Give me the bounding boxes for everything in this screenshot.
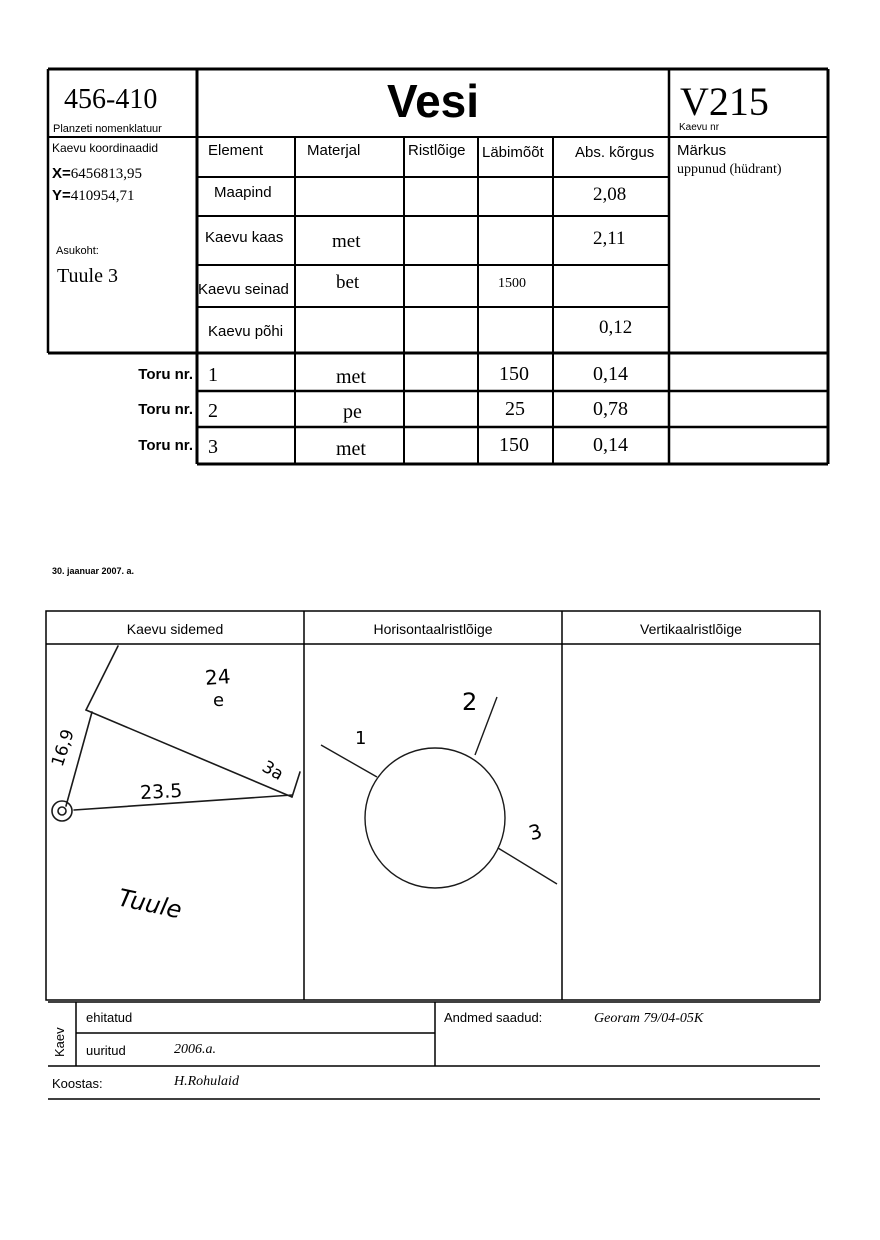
- col-header-element: Element: [208, 142, 264, 159]
- kaev-label: Kaev: [52, 1027, 67, 1057]
- row-materjal: bet: [336, 272, 360, 293]
- y-value: 410954,71: [70, 188, 135, 204]
- pipe-2-line: [475, 697, 497, 755]
- koordinaadid-label: Kaevu koordinaadid: [52, 141, 159, 155]
- row-element: Kaevu kaas: [205, 229, 284, 246]
- kaevu-nr-label: Kaevu nr: [679, 122, 720, 133]
- row-korgus: 2,11: [593, 228, 626, 249]
- row-element: Maapind: [214, 184, 272, 201]
- row-element: Kaevu põhi: [208, 323, 284, 340]
- asukoht-label: Asukoht:: [56, 245, 99, 257]
- sketch-label-3a: 3a: [258, 757, 287, 785]
- row-korgus: 2,08: [593, 184, 627, 205]
- col-header-materjal: Materjal: [307, 142, 361, 159]
- pipe-korgus: 0,14: [593, 363, 628, 385]
- pipe-3-label: 3: [526, 818, 545, 846]
- pipe-3-line: [498, 848, 557, 884]
- sketch-label-e: e: [213, 690, 225, 711]
- ehitatud-label: ehitatud: [86, 1010, 133, 1025]
- row-element: Kaevu seinad: [198, 281, 289, 298]
- col2-title: Horisontaalristlõige: [373, 621, 493, 637]
- x-value: 6456813,95: [70, 166, 143, 182]
- pipe-korgus: 0,14: [593, 434, 628, 456]
- pipe-1-label: 1: [355, 728, 367, 749]
- x-label: X=: [52, 165, 71, 182]
- pipe-1-line: [321, 745, 377, 777]
- x-coordinate: [52, 165, 142, 183]
- row-korgus: 0,12: [599, 317, 633, 338]
- pipe-materjal: met: [336, 366, 366, 388]
- sketch-label-street: Tuule: [115, 883, 185, 925]
- nomenklatuur-value: 456-410: [64, 84, 158, 115]
- asukoht-value: Tuule 3: [57, 265, 118, 287]
- pipe-labimoot: 150: [499, 363, 529, 385]
- col1-title: Kaevu sidemed: [126, 621, 224, 637]
- markus-value: uppunud (hüdrant): [677, 162, 782, 177]
- date-text: 30. jaanuar 2007. a.: [52, 566, 135, 576]
- pipe-korgus: 0,78: [593, 398, 628, 420]
- row-labimoot: 1500: [498, 276, 526, 291]
- pipe-nr: 1: [208, 364, 218, 386]
- page-title: Vesi: [386, 75, 480, 127]
- pipe-labimoot: 150: [499, 434, 529, 456]
- pipe-2-label: 2: [462, 688, 478, 716]
- pipe-nr: 2: [208, 400, 218, 422]
- pipe-materjal: met: [336, 438, 366, 460]
- col-header-korgus: Abs. kõrgus: [575, 144, 655, 161]
- horizontal-cross-section: [321, 697, 557, 888]
- kaevu-nr-value: V215: [680, 79, 769, 124]
- col3-title: Vertikaalristlõige: [640, 621, 742, 637]
- sketch-label-23-5: 23.5: [139, 779, 183, 805]
- sketch-label-16-9: 16,9: [48, 726, 79, 770]
- koostas-value: H.Rohulaid: [174, 1074, 239, 1089]
- koostas-label: Koostas:: [52, 1076, 103, 1091]
- well-circle: [365, 748, 505, 888]
- col-header-ristloige: Ristlõige: [408, 142, 466, 159]
- markus-label: Märkus: [677, 142, 727, 159]
- uuritud-label: uuritud: [86, 1043, 126, 1058]
- pipe-materjal: pe: [343, 401, 362, 423]
- pipe-label: Toru nr.: [138, 366, 193, 383]
- pipe-labimoot: 25: [505, 398, 525, 420]
- pipe-nr: 3: [208, 436, 218, 458]
- row-materjal: met: [332, 231, 361, 252]
- pipe-label: Toru nr.: [138, 437, 193, 454]
- col-header-labimoot: Läbimõõt: [482, 144, 544, 161]
- andmed-value: Georam 79/04-05K: [594, 1011, 704, 1026]
- sketch-label-24: 24: [204, 664, 232, 690]
- uuritud-value: 2006.a.: [174, 1042, 216, 1057]
- nomenklatuur-label: Planzeti nomenklatuur: [53, 123, 162, 135]
- y-label: Y=: [52, 187, 71, 204]
- pipe-label: Toru nr.: [138, 401, 193, 418]
- y-coordinate: [52, 187, 135, 205]
- andmed-label: Andmed saadud:: [444, 1010, 543, 1025]
